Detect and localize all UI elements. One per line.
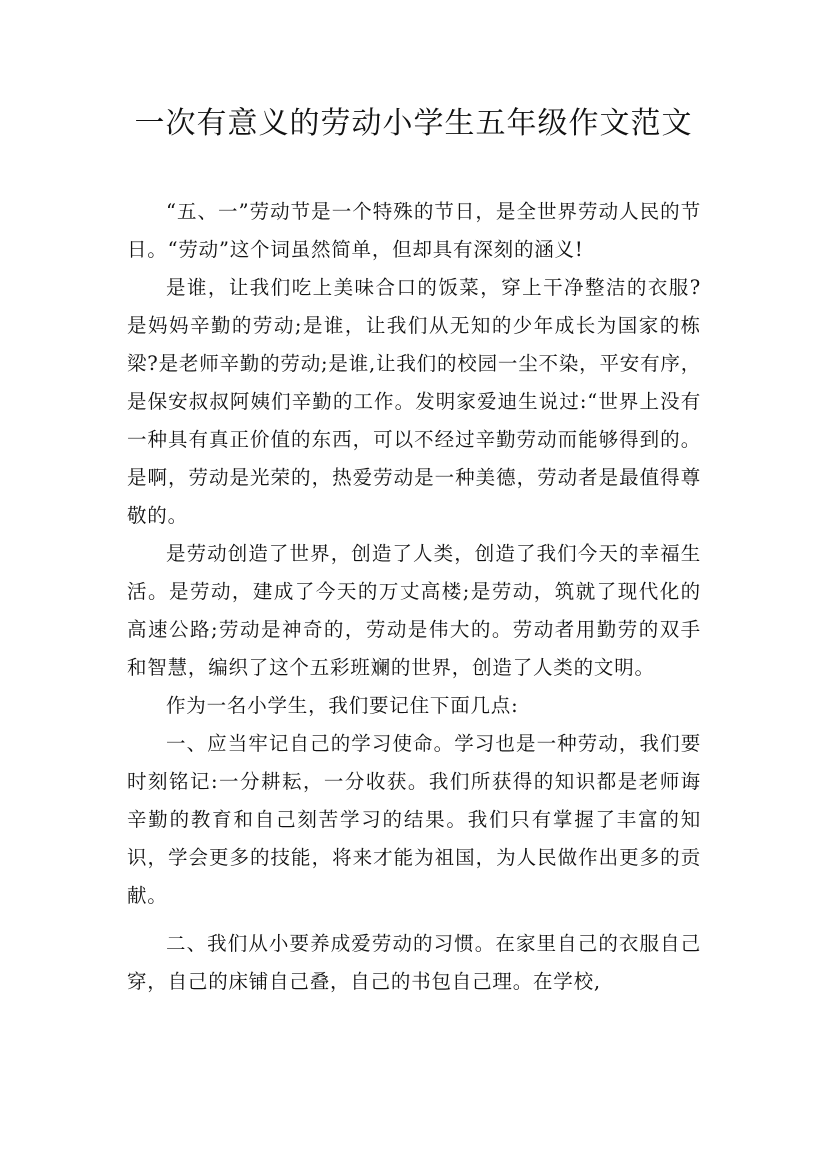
paragraph-5: 一、应当牢记自己的学习使命。学习也是一种劳动，我们要时刻铭记:一分耕耘，一分收获。我们所获得的知识都是老师诲辛勤的教育和自己刻苦学习的结果。我们只有掌握了丰富的知识，学会更多的技能，将来才能为祖国，为人民做作出更多的贡献。 [127,732,701,907]
document-title: 一次有意义的劳动小学生五年级作文范文 [134,106,693,141]
paragraph-1: “五、一”劳动节是一个特殊的节日，是全世界劳动人民的节日。“劳动”这个词虽然简单，但却具有深刻的涵义! [127,200,701,261]
paragraph-4: 作为一名小学生，我们要记住下面几点: [166,694,519,717]
paragraph-3: 是劳动创造了世界，创造了人类，创造了我们今天的幸福生活。是劳动，建成了今天的万丈高楼;是劳动，筑就了现代化的高速公路;劳动是神奇的，劳动是伟大的。劳动者用勤劳的双手和智慧，编织了这个五彩班斓的世界，创造了人类的文明。 [127,542,701,679]
document-body [127,193,701,1001]
paragraph-2: 是谁，让我们吃上美味合口的饭菜，穿上干净整洁的衣服?是妈妈辛勤的劳动;是谁，让我们从无知的少年成长为国家的栋梁?是老师辛勤的劳动;是谁,让我们的校园一尘不染，平安有序，是保安叔叔阿姨们辛勤的工作。发明家爱迪生说过:“世界上没有一种具有真正价值的东西，可以不经过辛勤劳动而能够得到的。是啊，劳动是光荣的，热爱劳动是一种美德，劳动者是最值得尊敬的。 [127,276,701,527]
paragraph-6: 二、我们从小要养成爱劳动的习惯。在家里自己的衣服自己穿，自己的床铺自己叠，自己的书包自己理。在学校, [127,932,701,993]
